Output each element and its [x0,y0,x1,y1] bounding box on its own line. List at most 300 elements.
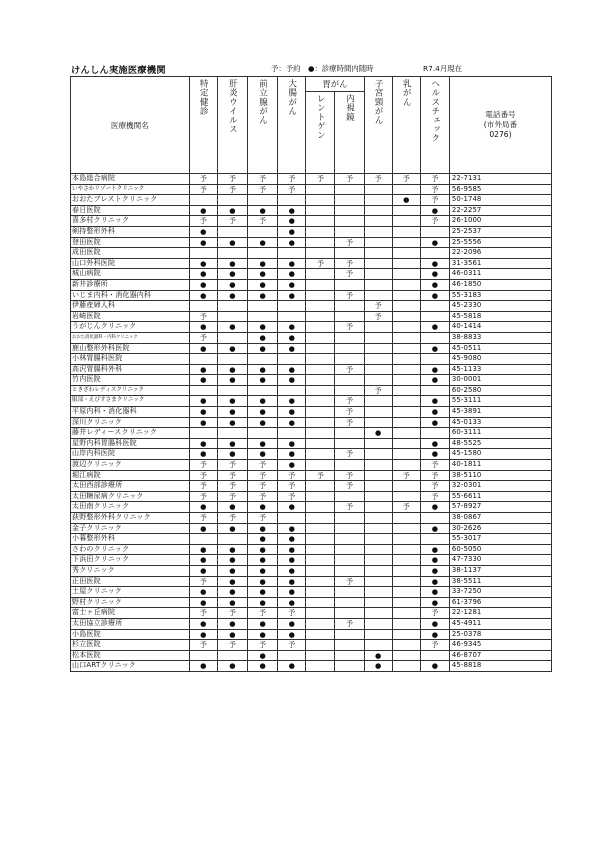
service-cell: ● [278,523,306,534]
service-cell: ● [217,258,247,269]
table-row [71,470,552,481]
service-cell [335,661,364,672]
service-cell: ● [278,216,306,227]
service-cell [306,311,335,322]
service-cell [306,269,335,280]
service-cell: 予 [278,481,306,492]
service-cell: ● [217,417,247,428]
facility-name: 秀クリニック [71,565,190,576]
service-cell: ● [189,417,217,428]
facility-name: おおた消化器科・内科クリニック [71,332,190,343]
service-cell [364,396,392,407]
service-cell: ● [247,544,277,555]
phone-number: 22-2096 [449,248,551,259]
phone-number: 56-9585 [449,184,551,195]
service-cell [364,184,392,195]
table-row [71,332,552,343]
service-cell [364,576,392,587]
service-cell [420,428,449,439]
service-cell [189,301,217,312]
table-row [71,174,552,185]
service-cell: 予 [335,364,364,375]
service-cell: 予 [217,513,247,524]
phone-number: 45-0511 [449,343,551,354]
header-stomach-cancer: 胃がん [306,77,364,92]
service-cell: ● [420,629,449,640]
service-cell [364,470,392,481]
service-cell [392,269,420,280]
service-cell: 予 [420,470,449,481]
service-cell: 予 [247,491,277,502]
service-cell [364,555,392,566]
service-cell [364,597,392,608]
phone-number: 46-0311 [449,269,551,280]
service-cell [335,438,364,449]
table-row [71,587,552,598]
service-cell: 予 [420,460,449,471]
service-cell [306,237,335,248]
service-cell: 予 [189,491,217,502]
service-cell [364,226,392,237]
service-cell: ● [278,597,306,608]
service-cell [335,311,364,322]
header-stomach-endoscopy: 内視鏡 [335,92,364,174]
service-cell [306,608,335,619]
service-cell: 予 [189,216,217,227]
service-cell [278,354,306,365]
table-row [71,544,552,555]
service-cell [217,354,247,365]
facility-name: うがじんクリニック [71,322,190,333]
service-cell: ● [189,544,217,555]
service-cell: ● [189,629,217,640]
service-cell [335,565,364,576]
service-cell [392,534,420,545]
service-cell: ● [247,661,277,672]
service-cell [306,576,335,587]
service-cell [335,608,364,619]
service-cell: 予 [189,576,217,587]
service-cell [278,650,306,661]
service-cell: ● [392,195,420,206]
service-cell: ● [278,449,306,460]
facility-name: 成田医院 [71,248,190,259]
facility-name: 藤井レディースクリニック [71,428,190,439]
service-cell: ● [278,364,306,375]
service-cell [247,301,277,312]
service-cell [392,661,420,672]
header-health-check: ヘルスチェック [420,77,449,174]
service-cell [392,290,420,301]
service-cell: ● [189,407,217,418]
facility-name: 春日医院 [71,205,190,216]
service-cell [335,523,364,534]
service-cell: ● [420,269,449,280]
service-cell: ● [278,555,306,566]
header-specific-checkup: 特定健診 [189,77,217,174]
phone-number: 46-1850 [449,279,551,290]
facility-name: 小暮整形外科 [71,534,190,545]
service-cell: ● [189,565,217,576]
service-cell: ● [278,322,306,333]
service-cell: 予 [278,174,306,185]
service-cell: ● [278,279,306,290]
service-cell: ● [189,269,217,280]
service-cell [247,354,277,365]
service-cell [306,629,335,640]
service-cell [392,385,420,396]
phone-number: 31-3561 [449,258,551,269]
service-cell: ● [278,460,306,471]
service-cell [392,375,420,386]
service-cell: ● [189,661,217,672]
service-cell: 予 [420,608,449,619]
service-cell [247,385,277,396]
service-cell [247,248,277,259]
header-cervical-cancer: 子宮頸がん [364,77,392,174]
service-cell [364,216,392,227]
document-title: けんしん実施医療機関 [71,65,166,76]
service-cell [335,248,364,259]
service-cell [335,354,364,365]
service-cell: ● [247,555,277,566]
service-cell: ● [189,502,217,513]
service-cell: 予 [306,470,335,481]
service-cell [306,290,335,301]
service-cell: 予 [392,502,420,513]
service-cell: 予 [364,174,392,185]
service-cell [189,385,217,396]
table-row [71,428,552,439]
service-cell [364,502,392,513]
facility-name: 本島総合病院 [71,174,190,185]
service-cell: 予 [247,481,277,492]
header-phone-number: 電話番号 (市外局番 0276) [449,77,551,174]
service-cell: 予 [335,396,364,407]
header-prostate-cancer: 前立腺がん [247,77,277,174]
service-cell [306,375,335,386]
service-cell: 予 [189,481,217,492]
service-cell: ● [247,269,277,280]
phone-number: 60-3111 [449,428,551,439]
service-cell [335,195,364,206]
service-cell [364,544,392,555]
service-cell: ● [217,555,247,566]
service-cell: ● [217,629,247,640]
service-cell: 予 [335,502,364,513]
service-cell: ● [420,417,449,428]
service-cell [420,248,449,259]
service-cell: ● [420,279,449,290]
service-cell [420,385,449,396]
service-cell: ● [420,322,449,333]
table-row [71,481,552,492]
service-cell [364,438,392,449]
service-cell: ● [278,618,306,629]
service-cell: ● [247,449,277,460]
table-row [71,650,552,661]
service-cell [189,195,217,206]
service-cell [335,629,364,640]
table-row [71,513,552,524]
phone-number: 25-2537 [449,226,551,237]
service-cell: ● [278,332,306,343]
service-cell: ● [217,396,247,407]
phone-number: 38-5110 [449,470,551,481]
service-cell [306,343,335,354]
facility-name: 土屋クリニック [71,587,190,598]
table-row [71,608,552,619]
service-cell [217,650,247,661]
service-cell [392,332,420,343]
header-breast-cancer: 乳がん [392,77,420,174]
phone-number: 22-7131 [449,174,551,185]
service-cell [420,354,449,365]
phone-number: 33-7250 [449,587,551,598]
phone-number: 45-2330 [449,301,551,312]
service-cell: 予 [392,470,420,481]
table-row [71,618,552,629]
table-row [71,258,552,269]
service-cell: ● [217,279,247,290]
service-cell: ● [247,629,277,640]
service-cell [278,513,306,524]
service-cell: 予 [420,184,449,195]
service-cell: ● [420,396,449,407]
service-cell [335,184,364,195]
service-cell [392,417,420,428]
service-cell: ● [278,502,306,513]
service-cell [364,279,392,290]
facility-name: 登田医院 [71,237,190,248]
service-cell [335,385,364,396]
service-cell: 予 [247,460,277,471]
facility-name: 山岸内科医院 [71,449,190,460]
service-cell: 予 [247,216,277,227]
phone-number: 48-5525 [449,438,551,449]
service-cell [392,258,420,269]
service-cell: 予 [217,640,247,651]
table-row [71,491,552,502]
service-cell: ● [247,205,277,216]
service-cell: 予 [217,460,247,471]
service-cell [392,555,420,566]
service-cell: ● [420,597,449,608]
phone-number: 45-1133 [449,364,551,375]
service-cell [392,248,420,259]
document-header [71,62,551,76]
facility-name: 松本医院 [71,650,190,661]
service-cell: ● [278,396,306,407]
service-cell: ● [189,205,217,216]
service-cell: ● [217,269,247,280]
as-of-date: R7.4月現在 [423,64,463,73]
service-cell [392,587,420,598]
service-cell [306,587,335,598]
phone-number: 55-6611 [449,491,551,502]
phone-number: 38-1137 [449,565,551,576]
service-cell [364,269,392,280]
service-cell: ● [217,237,247,248]
service-cell: ● [247,343,277,354]
service-cell: ● [420,618,449,629]
service-cell: ● [247,502,277,513]
facility-name: 鹿山整形外科医院 [71,343,190,354]
service-cell: ● [247,279,277,290]
service-cell: ● [420,237,449,248]
service-cell [364,618,392,629]
service-cell [364,491,392,502]
service-cell: ● [217,544,247,555]
facility-name: 星野内科胃腸科医院 [71,438,190,449]
service-cell [217,428,247,439]
service-cell [392,205,420,216]
service-cell [364,513,392,524]
facility-name: いやさかリゾートクリニック [71,184,190,195]
service-cell: ● [217,597,247,608]
service-cell [306,597,335,608]
service-cell: ● [247,534,277,545]
service-cell [364,608,392,619]
service-cell: ● [247,375,277,386]
facility-name: 深川クリニック [71,417,190,428]
service-cell: ● [217,565,247,576]
facility-name: 堀江病院 [71,470,190,481]
service-cell: ● [278,290,306,301]
table-row [71,375,552,386]
service-cell: 予 [247,174,277,185]
phone-number: 45-1580 [449,449,551,460]
service-cell: 予 [364,311,392,322]
service-cell [278,385,306,396]
service-cell [306,428,335,439]
service-cell [306,407,335,418]
service-cell: ● [217,322,247,333]
service-cell [306,481,335,492]
table-row [71,449,552,460]
service-cell [247,428,277,439]
service-cell: ● [189,290,217,301]
table-row [71,576,552,587]
phone-number: 32-0301 [449,481,551,492]
table-row [71,502,552,513]
service-cell [278,428,306,439]
service-cell [392,618,420,629]
table-row [71,216,552,227]
service-cell [306,534,335,545]
service-cell: ● [364,650,392,661]
service-cell: ● [189,237,217,248]
phone-number: 46-8707 [449,650,551,661]
service-cell: ● [278,375,306,386]
facility-name: 渡辺クリニック [71,460,190,471]
service-cell [335,587,364,598]
service-cell [364,523,392,534]
service-cell: ● [217,587,247,598]
phone-number: 30-2626 [449,523,551,534]
service-cell [364,565,392,576]
service-cell: 予 [364,385,392,396]
service-cell [392,491,420,502]
service-cell: ● [420,555,449,566]
service-cell: ● [247,523,277,534]
table-row [71,565,552,576]
service-cell [364,460,392,471]
service-cell: 予 [335,481,364,492]
table-row [71,301,552,312]
service-cell [306,301,335,312]
service-cell [420,332,449,343]
service-cell [392,640,420,651]
table-row [71,322,552,333]
service-cell: ● [278,407,306,418]
service-cell [306,332,335,343]
service-cell [306,205,335,216]
service-cell: 予 [335,618,364,629]
service-cell [364,364,392,375]
table-row [71,396,552,407]
service-cell [189,534,217,545]
phone-number: 25-0378 [449,629,551,640]
service-cell: 予 [247,184,277,195]
service-cell: 予 [335,174,364,185]
table-row [71,661,552,672]
service-cell [306,523,335,534]
service-cell: 予 [217,174,247,185]
service-cell: ● [278,343,306,354]
service-cell: ● [278,534,306,545]
service-cell [364,629,392,640]
facility-name: 新井診療所 [71,279,190,290]
service-cell [217,311,247,322]
facility-rows [71,174,552,672]
service-cell [392,629,420,640]
facility-table [70,76,552,672]
service-cell [335,216,364,227]
service-cell: 予 [189,174,217,185]
service-cell: ● [247,237,277,248]
service-cell [335,226,364,237]
service-cell: 予 [217,481,247,492]
service-cell [364,290,392,301]
phone-number: 22-1281 [449,608,551,619]
service-cell: 予 [189,332,217,343]
service-cell [364,587,392,598]
service-cell: ● [420,407,449,418]
service-cell [392,513,420,524]
service-cell [392,343,420,354]
service-cell: ● [189,343,217,354]
service-cell: ● [247,290,277,301]
phone-number: 57-8927 [449,502,551,513]
service-cell: ● [364,428,392,439]
table-row [71,184,552,195]
service-cell [217,385,247,396]
phone-number: 50-1748 [449,195,551,206]
table-row [71,629,552,640]
service-cell [306,226,335,237]
service-cell: 予 [189,460,217,471]
service-cell [306,650,335,661]
facility-name: 太田南クリニック [71,502,190,513]
table-row [71,248,552,259]
table-row [71,407,552,418]
service-cell [306,248,335,259]
header-colon-cancer: 大腸がん [278,77,306,174]
service-cell [306,618,335,629]
service-cell: 予 [335,322,364,333]
service-cell [306,385,335,396]
